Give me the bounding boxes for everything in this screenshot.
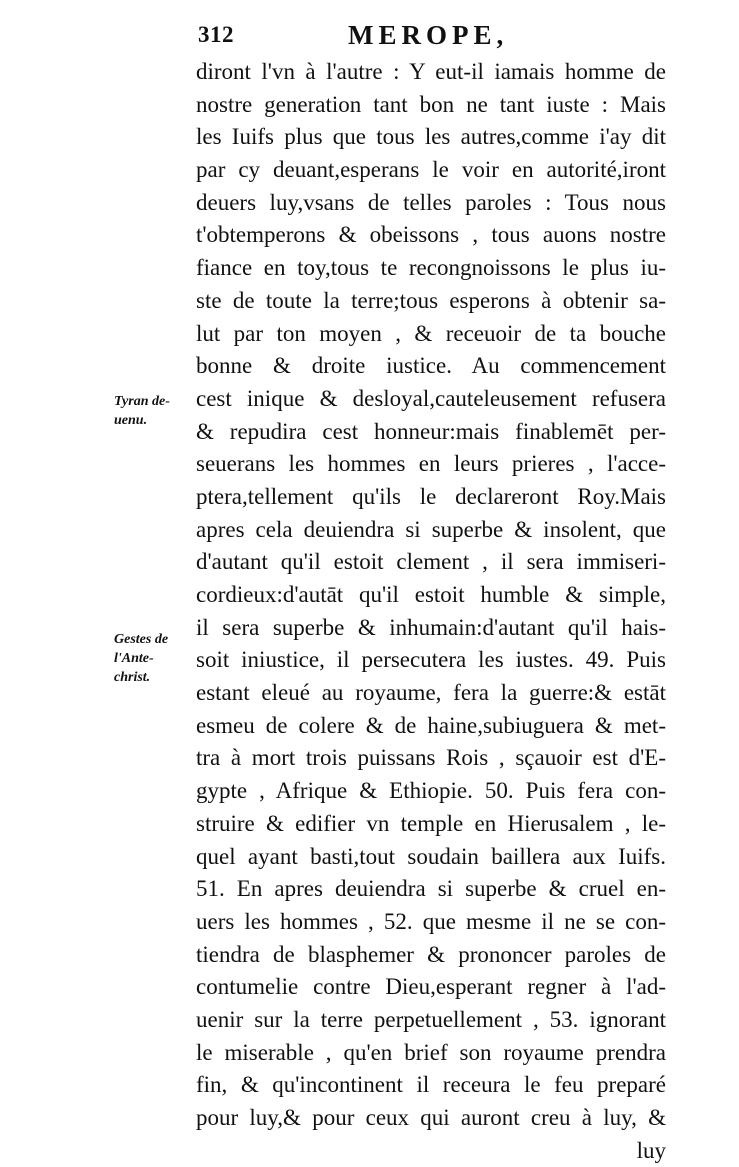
margin-note-line: l'Ante- (114, 651, 154, 666)
margin-note-line: uenu. (114, 413, 148, 428)
text-line: uers les hommes , 52. que mesme il ne se con- (196, 908, 666, 934)
text-line: fiance en toy,tous te recongnoissons le plus iu- (196, 255, 666, 281)
margin-note-gestes (114, 630, 194, 687)
text-line: 51. En apres deuiendra si superbe & cruel en- (196, 876, 666, 902)
text-line: pour luy,& pour ceux qui auront creu à luy, & (196, 1105, 666, 1130)
text-line: tiendra de blasphemer & prononcer paroles de (196, 941, 666, 967)
text-line: ste de toute la terre;tous esperons à obtenir sa- (196, 287, 666, 313)
page-header (196, 22, 666, 52)
running-title: MEROPE, (348, 20, 509, 50)
text-line: bonne & droite iustice. Au commencement (196, 353, 666, 379)
margin-note-tyran (114, 392, 194, 430)
catchword: luy (636, 1137, 666, 1163)
text-line: ptera,tellement qu'ils le declareront Roy.Mais (196, 483, 666, 509)
margin-note-line: Gestes de (114, 632, 169, 647)
text-line: fin, & qu'incontinent il receura le feu preparé (196, 1072, 666, 1098)
text-line: estant eleué au royaume, fera la guerre:& estāt (196, 680, 666, 706)
text-line: nostre generation tant bon ne tant iuste : Mais (196, 91, 666, 117)
text-line: il sera superbe & inhumain:d'autant qu'il hais- (196, 614, 666, 640)
text-line: cest inique & desloyal,cauteleusement refusera (196, 385, 666, 411)
text-line: quel ayant basti,tout soudain baillera aux Iuifs. (196, 843, 666, 869)
text-line: deuers luy,vsans de telles paroles : Tous nous (196, 189, 666, 215)
text-line: t'obtemperons & obeissons , tous auons nostre (196, 222, 666, 248)
text-line: tra à mort trois puissans Rois , sçauoir est d'E- (196, 745, 666, 771)
body-text (196, 56, 666, 1167)
margin-note-line: christ. (114, 670, 151, 685)
text-line: lut par ton moyen , & receuoir de ta bouche (196, 320, 666, 346)
text-line: struire & edifier vn temple en Hierusalem , le- (196, 810, 666, 836)
text-line: & repudira cest honneur:mais finablemēt per- (196, 418, 666, 444)
text-line: esmeu de colere & de haine,subiuguera & met- (196, 712, 666, 738)
text-line: diront l'vn à l'autre : Y eut-il iamais homme de (196, 59, 666, 84)
text-line: gypte , Afrique & Ethiopie. 50. Puis fera con- (196, 778, 666, 804)
text-line: seuerans les hommes en leurs prieres , l'acce- (196, 451, 666, 477)
text-line: le miserable , qu'en brief son royaume prendra (196, 1039, 666, 1065)
margin-note-line: Tyran de- (114, 394, 170, 409)
text-line: les Iuifs plus que tous les autres,comme i'ay dit (196, 124, 666, 150)
text-line: apres cela deuiendra si superbe & insolent, que (196, 516, 666, 542)
text-line: par cy deuant,esperans le voir en autorité,iront (196, 157, 666, 183)
page-number: 312 (198, 22, 234, 47)
text-line: d'autant qu'il estoit clement , il sera immiseri- (196, 549, 666, 575)
text-line: uenir sur la terre perpetuellement , 53. ignorant (196, 1006, 666, 1032)
text-line: soit iniustice, il persecutera les iustes. 49. Puis (196, 647, 666, 673)
text-line: cordieux:d'autāt qu'il estoit humble & simple, (196, 582, 666, 607)
text-line: contumelie contre Dieu,esperant regner à l'ad- (196, 974, 666, 1000)
